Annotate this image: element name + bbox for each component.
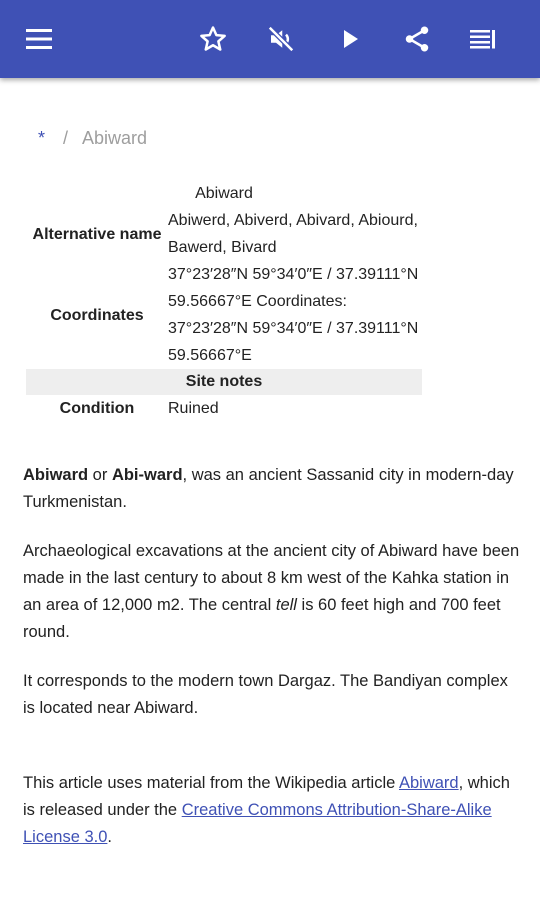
list-icon [470, 28, 498, 50]
play-button[interactable] [330, 19, 370, 59]
breadcrumb-current: Abiward [82, 128, 148, 148]
contents-button[interactable] [464, 19, 504, 59]
coordinates-value[interactable]: 37°23′28″N 59°34′0″E / 37.39111°N 59.56667°E Coordinates: 37°23′28″N 59°34′0″E / 37.39111°N 59.56667°E [168, 266, 419, 364]
breadcrumb-separator: / [63, 128, 69, 148]
breadcrumb [38, 128, 147, 149]
app-bar [0, 0, 540, 78]
text-intro-rest: , was an ancient Sassanid city in modern-day Turkmenistan. [23, 466, 514, 511]
play-icon [338, 27, 362, 51]
condition-label: Condition [59, 400, 135, 417]
menu-button[interactable] [20, 19, 60, 59]
infobox-row-alternative-name [26, 207, 422, 261]
site-notes-header: Site notes [26, 369, 422, 395]
paragraph-location: It corresponds to the modern town Dargaz. The Bandiyan complex is located near Abiward. [23, 672, 508, 717]
infobox [26, 180, 422, 422]
alternative-name-label: Alternative name [32, 225, 162, 243]
text-attribution-end: . [107, 828, 112, 846]
infobox-title-text: Abiward [195, 185, 253, 202]
coordinates-label: Coordinates [50, 306, 144, 324]
paragraph-intro [23, 462, 523, 516]
attribution-footer [23, 770, 523, 851]
condition-value: Ruined [168, 400, 219, 417]
article-content [23, 462, 523, 873]
text-excavations-start: Archaeological excavations at the ancient city of Abiward have been made in the last century to about 8 km west of the Kahka station in an area of 12,000 m2. The central [23, 542, 520, 614]
menu-icon [26, 28, 54, 50]
volume-off-icon [266, 24, 296, 54]
paragraph-excavations [23, 538, 523, 646]
breadcrumb-home[interactable]: * [38, 128, 46, 148]
share-button[interactable] [397, 19, 437, 59]
term-tell: tell [275, 596, 297, 614]
infobox-row-condition [26, 395, 422, 422]
alternative-name-value: Abiwerd, Abiverd, Abivard, Abiourd, Bawerd, Bivard [168, 212, 418, 256]
share-icon [402, 24, 432, 54]
text-or: or [88, 466, 112, 484]
term-abiward: Abiward [23, 466, 89, 484]
link-cc-license[interactable]: Creative Commons Attribution-Share-Alike License 3.0 [23, 801, 492, 846]
text-excavations-end: is 60 feet high and 700 feet round. [23, 596, 501, 641]
infobox-title [26, 180, 422, 207]
favorite-button[interactable] [193, 19, 233, 59]
text-attribution-start: This article uses material from the Wikipedia article [23, 774, 399, 792]
text-attribution-mid: , which is released under the [23, 774, 510, 819]
term-abi-ward: Abi-ward [111, 466, 183, 484]
star-outline-icon [198, 24, 228, 54]
mute-button[interactable] [261, 19, 301, 59]
infobox-row-coordinates [26, 261, 422, 369]
link-wikipedia-article[interactable]: Abiward [398, 774, 459, 792]
